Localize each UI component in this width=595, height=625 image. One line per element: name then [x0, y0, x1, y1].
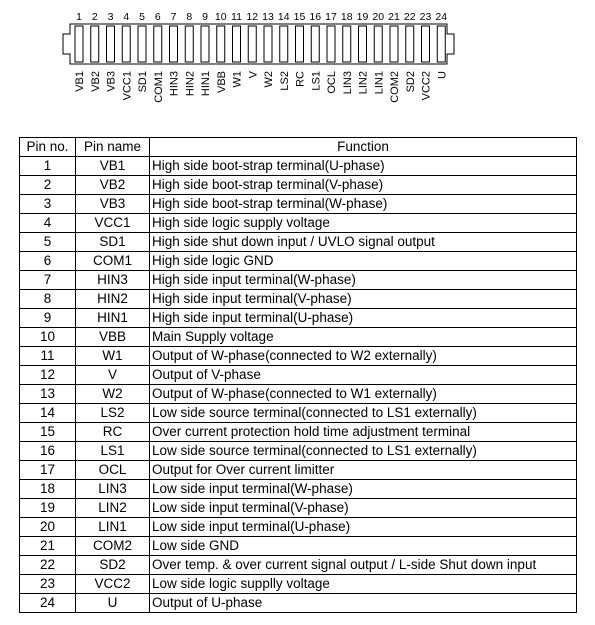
table-header-row: [20, 138, 577, 157]
pin-name-cell: SD2: [76, 556, 150, 575]
function-cell: Output for Over current limitter: [150, 461, 577, 480]
pin-no-cell: 6: [20, 252, 76, 271]
pin-number-label: 7: [170, 11, 177, 23]
pin-23: [422, 26, 430, 62]
table-row: [20, 404, 577, 423]
pin-no-cell: 13: [20, 385, 76, 404]
pin-number-label: 21: [388, 11, 400, 23]
table-row: [20, 157, 577, 176]
table-row: [20, 214, 577, 233]
function-cell: Low side source terminal(connected to LS1 externally): [150, 404, 577, 423]
pin-number-label: 24: [435, 11, 448, 23]
pin-no-cell: 19: [20, 499, 76, 518]
function-cell: Output of W-phase(connected to W2 externally): [150, 347, 577, 366]
pin-number-label: 9: [202, 11, 208, 23]
pin-name-cell: V: [76, 366, 150, 385]
function-cell: High side boot-strap terminal(U-phase): [150, 157, 577, 176]
pin-name-cell: COM1: [76, 252, 150, 271]
function-cell: Output of W-phase(connected to W1 externally): [150, 385, 577, 404]
pin-name-label: LIN2: [357, 71, 370, 95]
pin-name-cell: VCC1: [76, 214, 150, 233]
pin-name-label: W1: [231, 71, 244, 88]
pin-15: [296, 26, 304, 62]
pin-11: [233, 26, 241, 62]
pin-number-label: 1: [76, 11, 82, 23]
pin-number-label: 3: [107, 11, 114, 23]
table-row: [20, 233, 577, 252]
pin-name-label: W2: [263, 71, 275, 88]
pin-no-cell: 20: [20, 518, 76, 537]
table-row: [20, 594, 577, 613]
pin-no-cell: 10: [20, 328, 76, 347]
pin-name-label: SD1: [137, 71, 149, 93]
pin-7: [170, 26, 178, 62]
pin-name-cell: VBB: [76, 328, 150, 347]
function-cell: High side shut down input / UVLO signal output: [150, 233, 577, 252]
pin-no-cell: 9: [20, 309, 76, 328]
pin-name-cell: LIN2: [76, 499, 150, 518]
function-cell: Low side GND: [150, 537, 577, 556]
pin-name-label: SD2: [404, 71, 417, 93]
pin-no-cell: 17: [20, 461, 76, 480]
table-row: [20, 442, 577, 461]
pin-number-label: 16: [309, 11, 322, 23]
pin-name-cell: VB2: [76, 176, 150, 195]
pin-name-cell: HIN1: [76, 309, 150, 328]
pin-number-label: 8: [186, 11, 193, 23]
table-row: [20, 290, 577, 309]
pin-number-label: 13: [262, 11, 274, 23]
pin-name-label: HIN1: [200, 71, 212, 97]
pin-name-label: COM2: [389, 71, 401, 103]
function-cell: Output of V-phase: [150, 366, 577, 385]
pin-24: [437, 26, 445, 62]
pin-name-cell: LS2: [76, 404, 150, 423]
pin-name-label: U: [436, 71, 449, 79]
pin-no-cell: 22: [20, 556, 76, 575]
table-row: [20, 252, 577, 271]
header-pin-name: Pin name: [76, 138, 150, 157]
pin-name-label: VCC1: [121, 71, 134, 101]
pin-name-cell: W1: [76, 347, 150, 366]
pin-name-label: LS2: [278, 71, 291, 91]
function-cell: High side logic GND: [150, 252, 577, 271]
table-row: [20, 556, 577, 575]
pin-number-label: 18: [340, 11, 353, 23]
table-row: [20, 328, 577, 347]
function-cell: Low side input terminal(U-phase): [150, 518, 577, 537]
pin-number-label: 15: [293, 11, 306, 23]
pin-20: [374, 26, 382, 62]
pin-name-cell: U: [76, 594, 150, 613]
pin-name-label: RC: [294, 71, 307, 87]
pin-number-label: 19: [356, 11, 369, 23]
pin-number-label: 23: [419, 11, 432, 23]
pin-number-label: 12: [246, 11, 259, 23]
pin-no-cell: 14: [20, 404, 76, 423]
pin-name-label: VBB: [215, 71, 228, 94]
function-cell: High side boot-strap terminal(W-phase): [150, 195, 577, 214]
pin-4: [122, 26, 130, 62]
package-outline: [63, 24, 454, 64]
pin-number-label: 14: [277, 11, 290, 23]
pin-8: [185, 26, 193, 62]
pin-name-cell: VB1: [76, 157, 150, 176]
pin-number-label: 6: [154, 11, 161, 23]
pin-name-cell: LIN1: [76, 518, 150, 537]
pin-no-cell: 23: [20, 575, 76, 594]
pin-no-cell: 7: [20, 271, 76, 290]
pin-14: [280, 26, 288, 62]
function-cell: High side input terminal(U-phase): [150, 309, 577, 328]
pin-17: [327, 26, 335, 62]
pin-no-cell: 2: [20, 176, 76, 195]
pin-name-cell: COM2: [76, 537, 150, 556]
pin-no-cell: 12: [20, 366, 76, 385]
pin-no-cell: 8: [20, 290, 76, 309]
pin-no-cell: 4: [20, 214, 76, 233]
pin-3: [107, 26, 115, 62]
pin-name-label: VB2: [89, 71, 102, 92]
pin-name-label: LS1: [310, 71, 323, 91]
pin-no-cell: 1: [20, 157, 76, 176]
header-pin-no: Pin no.: [20, 138, 76, 157]
table-row: [20, 271, 577, 290]
table-row: [20, 176, 577, 195]
pin-number-label: 10: [214, 11, 227, 23]
pin-2: [91, 26, 99, 62]
pin-name-label: VB3: [105, 71, 118, 92]
function-cell: Low side input terminal(W-phase): [150, 480, 577, 499]
pin-22: [406, 26, 414, 62]
function-cell: High side boot-strap terminal(V-phase): [150, 176, 577, 195]
function-cell: High side input terminal(W-phase): [150, 271, 577, 290]
function-cell: Over temp. & over current signal output / L-side Shut down input: [150, 556, 577, 575]
function-cell: Low side input terminal(V-phase): [150, 499, 577, 518]
function-cell: Over current protection hold time adjustment terminal: [150, 423, 577, 442]
table-row: [20, 537, 577, 556]
pin-1: [75, 26, 83, 62]
table-row: [20, 347, 577, 366]
pin-name-label: HIN2: [184, 71, 197, 97]
pin-19: [359, 26, 367, 62]
pin-no-cell: 15: [20, 423, 76, 442]
pin-name-label: COM1: [152, 71, 165, 103]
pin-name-cell: OCL: [76, 461, 150, 480]
pin-no-cell: 16: [20, 442, 76, 461]
pin-no-cell: 24: [20, 594, 76, 613]
function-cell: Low side logic supplly voltage: [150, 575, 577, 594]
pin-21: [390, 26, 398, 62]
pin-number-label: 5: [139, 11, 145, 23]
pin-10: [217, 26, 225, 62]
function-cell: Output of U-phase: [150, 594, 577, 613]
pin-name-label: V: [247, 71, 260, 79]
pin-5: [138, 26, 146, 62]
table-row: [20, 195, 577, 214]
table-row: [20, 385, 577, 404]
function-cell: Main Supply voltage: [150, 328, 577, 347]
function-cell: High side input terminal(V-phase): [150, 290, 577, 309]
pin-name-label: OCL: [326, 71, 338, 94]
pin-no-cell: 3: [20, 195, 76, 214]
pin-function-table: [19, 137, 577, 613]
pin-number-label: 11: [231, 11, 242, 23]
function-cell: High side logic supply voltage: [150, 214, 577, 233]
pin-no-cell: 5: [20, 233, 76, 252]
table-row: [20, 518, 577, 537]
pin-name-label: LIN1: [373, 71, 386, 95]
pin-name-label: VCC2: [420, 71, 433, 101]
table-row: [20, 461, 577, 480]
table-row: [20, 575, 577, 594]
header-function: Function: [150, 138, 577, 157]
pin-name-label: LIN3: [341, 71, 354, 95]
table-row: [20, 423, 577, 442]
table-row: [20, 499, 577, 518]
pin-number-label: 2: [91, 11, 98, 23]
pin-13: [264, 26, 272, 62]
pin-18: [343, 26, 351, 62]
pin-diagram: [0, 0, 595, 135]
function-cell: Low side source terminal(connected to LS1 externally): [150, 442, 577, 461]
pin-name-cell: W2: [76, 385, 150, 404]
table-row: [20, 480, 577, 499]
pin-name-cell: HIN2: [76, 290, 150, 309]
pin-no-cell: 11: [20, 347, 76, 366]
pin-12: [248, 26, 256, 62]
table-row: [20, 309, 577, 328]
pin-name-label: VB1: [74, 71, 86, 92]
pin-name-label: HIN3: [168, 71, 181, 97]
pin-name-cell: SD1: [76, 233, 150, 252]
pin-no-cell: 18: [20, 480, 76, 499]
pin-name-cell: VB3: [76, 195, 150, 214]
pin-name-cell: HIN3: [76, 271, 150, 290]
pin-number-label: 4: [123, 11, 130, 23]
pin-name-cell: RC: [76, 423, 150, 442]
pin-name-cell: LIN3: [76, 480, 150, 499]
pin-9: [201, 26, 209, 62]
pin-16: [311, 26, 319, 62]
pin-6: [154, 26, 162, 62]
pin-number-label: 17: [325, 11, 337, 23]
pin-number-label: 22: [403, 11, 416, 23]
table-row: [20, 366, 577, 385]
pin-name-cell: VCC2: [76, 575, 150, 594]
pin-no-cell: 21: [20, 537, 76, 556]
pin-number-label: 20: [372, 11, 385, 23]
pin-name-cell: LS1: [76, 442, 150, 461]
